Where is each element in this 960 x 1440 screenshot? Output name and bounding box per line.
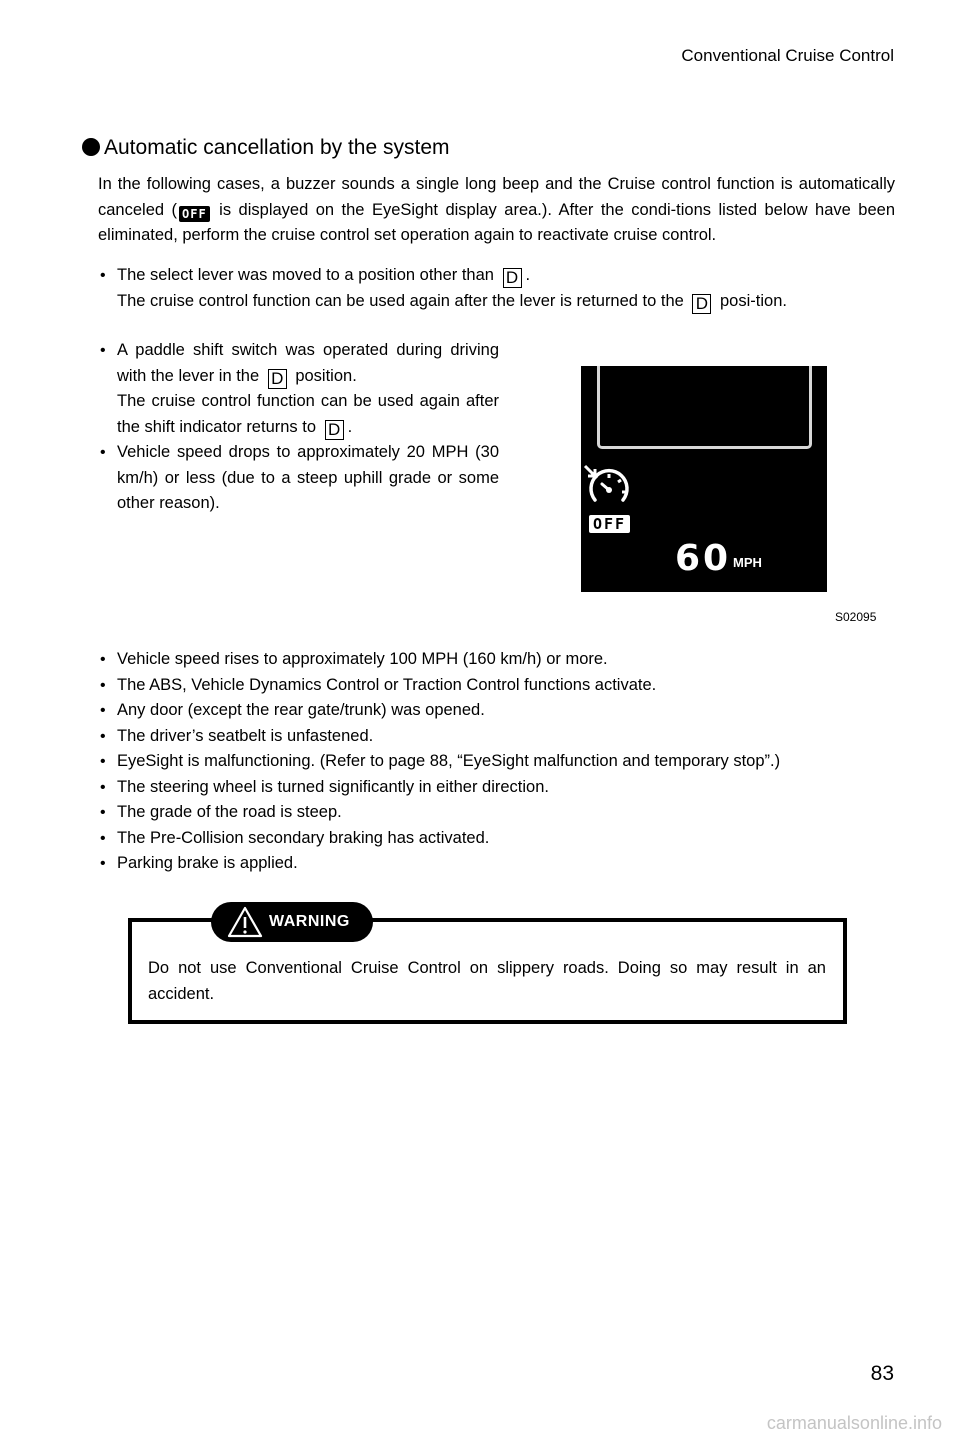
d-position-icon: D [692, 294, 711, 314]
item-text: The steering wheel is turned significantly in either direction. [117, 777, 549, 796]
intro-text-1: In the following cases, a buzzer sounds a single long beep and the Cruise control function is automatically canceled ( [98, 175, 895, 219]
bullet-icon: • [100, 804, 106, 821]
item-text-end: position. [290, 366, 357, 385]
cancel-conditions-list-c [98, 647, 895, 877]
running-header: Conventional Cruise Control [681, 46, 894, 65]
bullet-icon: • [100, 702, 106, 719]
cruise-speedometer-icon [583, 464, 635, 508]
intro-paragraph [98, 172, 895, 249]
note-text: The cruise control function can be used again after the lever is returned to the [117, 291, 689, 310]
note-text-end: . [347, 417, 353, 436]
item-text: Vehicle speed rises to approximately 100 MPH (160 km/h) or more. [117, 650, 608, 668]
page-number: 83 [870, 1362, 894, 1385]
bullet-icon: • [100, 829, 106, 847]
list-item [98, 440, 499, 517]
bullet-icon: • [100, 727, 106, 745]
section-title: Automatic cancellation by the system [104, 136, 450, 159]
display-off-indicator: OFF [589, 515, 630, 533]
d-position-icon: D [503, 268, 522, 288]
list-item [98, 775, 895, 801]
d-position-icon: D [325, 420, 344, 440]
bullet-icon: • [100, 778, 106, 796]
item-text: The driver’s seatbelt is unfastened. [117, 726, 374, 745]
list-item [98, 749, 895, 775]
figure-code: S02095 [835, 610, 877, 624]
section-bullet-icon [82, 138, 100, 156]
item-note [117, 389, 499, 440]
display-speed: 60 [675, 538, 732, 579]
item-text: Parking brake is applied. [117, 854, 298, 872]
note-text: The cruise control function can be used again after the shift indicator returns to [117, 392, 499, 436]
item-note [117, 289, 895, 315]
bullet-icon: • [100, 855, 106, 872]
bullet-icon: • [100, 753, 106, 770]
bullet-icon: • [100, 267, 106, 284]
display-frame [597, 366, 812, 449]
watermark: carmanualsonline.info [766, 1413, 942, 1433]
list-item [98, 851, 895, 877]
note-text-end: posi-tion. [715, 291, 787, 310]
cancel-conditions-list-a [98, 263, 895, 314]
list-item [98, 724, 895, 750]
eyesight-display-figure [581, 366, 827, 592]
list-item [98, 800, 895, 826]
warning-text: Do not use Conventional Cruise Control on slippery roads. Doing so may result in an accident. [148, 959, 826, 1003]
display-speed-unit: MPH [733, 555, 762, 570]
d-position-icon: D [268, 369, 287, 389]
item-text: A paddle shift switch was operated during driving with the lever in the [117, 341, 499, 385]
item-text: The Pre-Collision secondary braking has activated. [117, 828, 490, 847]
item-text: EyeSight is malfunctioning. (Refer to page 88, “EyeSight malfunction and temporary stop”.) [117, 752, 781, 770]
bullet-icon: • [100, 342, 106, 359]
item-text: The grade of the road is steep. [117, 803, 342, 821]
list-item [98, 338, 499, 440]
warning-label [211, 902, 373, 942]
item-text-end: . [525, 266, 531, 284]
warning-label-text: WARNING [269, 913, 350, 930]
list-item [98, 826, 895, 852]
list-item [98, 647, 895, 673]
bullet-icon: • [100, 444, 106, 461]
list-item [98, 263, 895, 314]
list-item [98, 698, 895, 724]
list-item [98, 673, 895, 699]
item-text: Vehicle speed drops to approximately 20 MPH (30 km/h) or less (due to a steep uphill grade or some other reason). [117, 443, 499, 512]
bullet-icon: • [100, 676, 106, 694]
warning-triangle-icon [227, 906, 263, 938]
bullet-icon: • [100, 651, 106, 668]
item-text: Any door (except the rear gate/trunk) was opened. [117, 701, 485, 719]
item-text: The ABS, Vehicle Dynamics Control or Traction Control functions activate. [117, 675, 657, 694]
cancel-conditions-list-b [98, 338, 499, 517]
item-text: The select lever was moved to a position other than [117, 266, 499, 284]
off-indicator-icon: OFF [179, 206, 210, 222]
intro-text-2: is displayed on the EyeSight display area.). After the condi-tions listed below have been eliminated, perform the cruise control set operation again to reactivate cruise control. [98, 200, 895, 244]
